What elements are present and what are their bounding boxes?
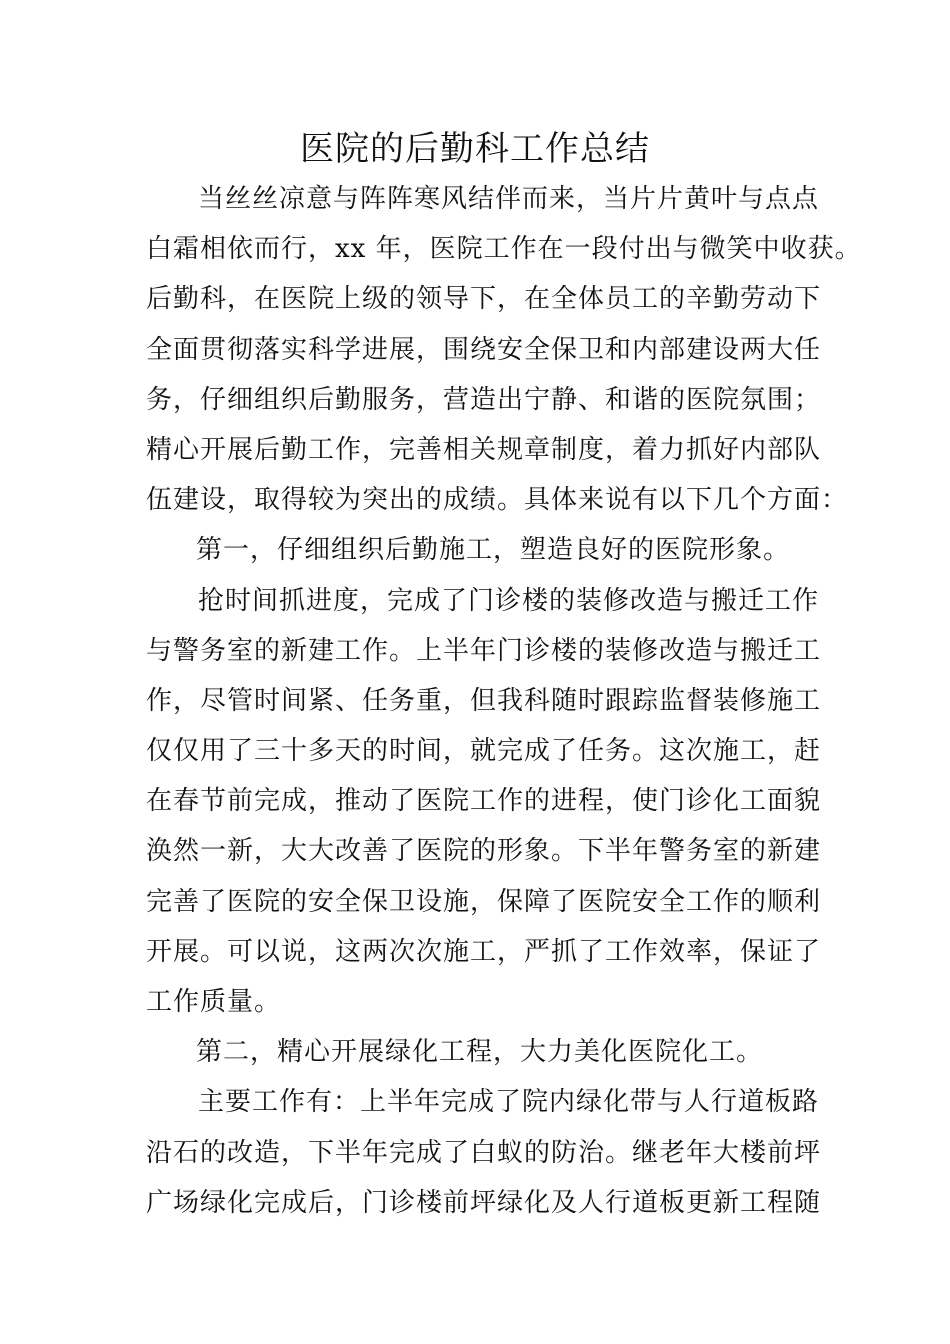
text-line: 伍建设，取得较为突出的成绩。具体来说有以下几个方面： (146, 485, 849, 516)
section-heading: 第一，仔细组织后勤施工，塑造良好的医院形象。 (196, 535, 791, 566)
text-line: 当丝丝凉意与阵阵寒风结伴而来，当片片黄叶与点点 (198, 184, 820, 214)
text-line: 工作质量。 (146, 987, 282, 1017)
text-line: 精心开展后勤工作，完善相关规章制度，着力抓好内部队 (146, 434, 822, 465)
text-line: 开展。可以说，这两次次施工，严抓了工作效率，保证了 (146, 936, 822, 967)
text-line: 涣然一新，大大改善了医院的形象。下半年警务室的新建 (146, 836, 822, 867)
document-body (146, 174, 862, 1228)
text-line: 在春节前完成，推动了医院工作的进程，使门诊化工面貌 (146, 786, 822, 817)
text-line: 沿石的改造，下半年完成了白蚁的防治。继老年大楼前坪 (146, 1137, 822, 1168)
text-line: 与警务室的新建工作。上半年门诊楼的装修改造与搬迁工 (146, 635, 822, 666)
document-title: 医院的后勤科工作总结 (300, 129, 650, 169)
text-line: 作，尽管时间紧、任务重，但我科随时跟踪监督装修施工 (146, 685, 822, 716)
text-line: 广场绿化完成后，门诊楼前坪绿化及人行道板更新工程随 (146, 1187, 822, 1218)
text-line: 全面贯彻落实科学进展，围绕安全保卫和内部建设两大任 (146, 334, 822, 365)
text-line: 后勤科，在医院上级的领导下，在全体员工的辛勤劳动下 (146, 284, 822, 315)
text-line: 白霜相依而行，xx 年，医院工作在一段付出与微笑中收获。 (146, 234, 862, 265)
section-heading: 第二，精心开展绿化工程，大力美化医院化工。 (196, 1037, 764, 1068)
text-line: 仅仅用了三十多天的时间，就完成了任务。这次施工，赶 (146, 736, 822, 767)
text-line: 完善了医院的安全保卫设施，保障了医院安全工作的顺利 (146, 886, 822, 917)
text-line: 抢时间抓进度，完成了门诊楼的装修改造与搬迁工作 (198, 585, 820, 616)
text-line: 务，仔细组织后勤服务，营造出宁静、和谐的医院氛围； (146, 384, 822, 415)
text-line: 主要工作有：上半年完成了院内绿化带与人行道板路 (198, 1087, 820, 1118)
